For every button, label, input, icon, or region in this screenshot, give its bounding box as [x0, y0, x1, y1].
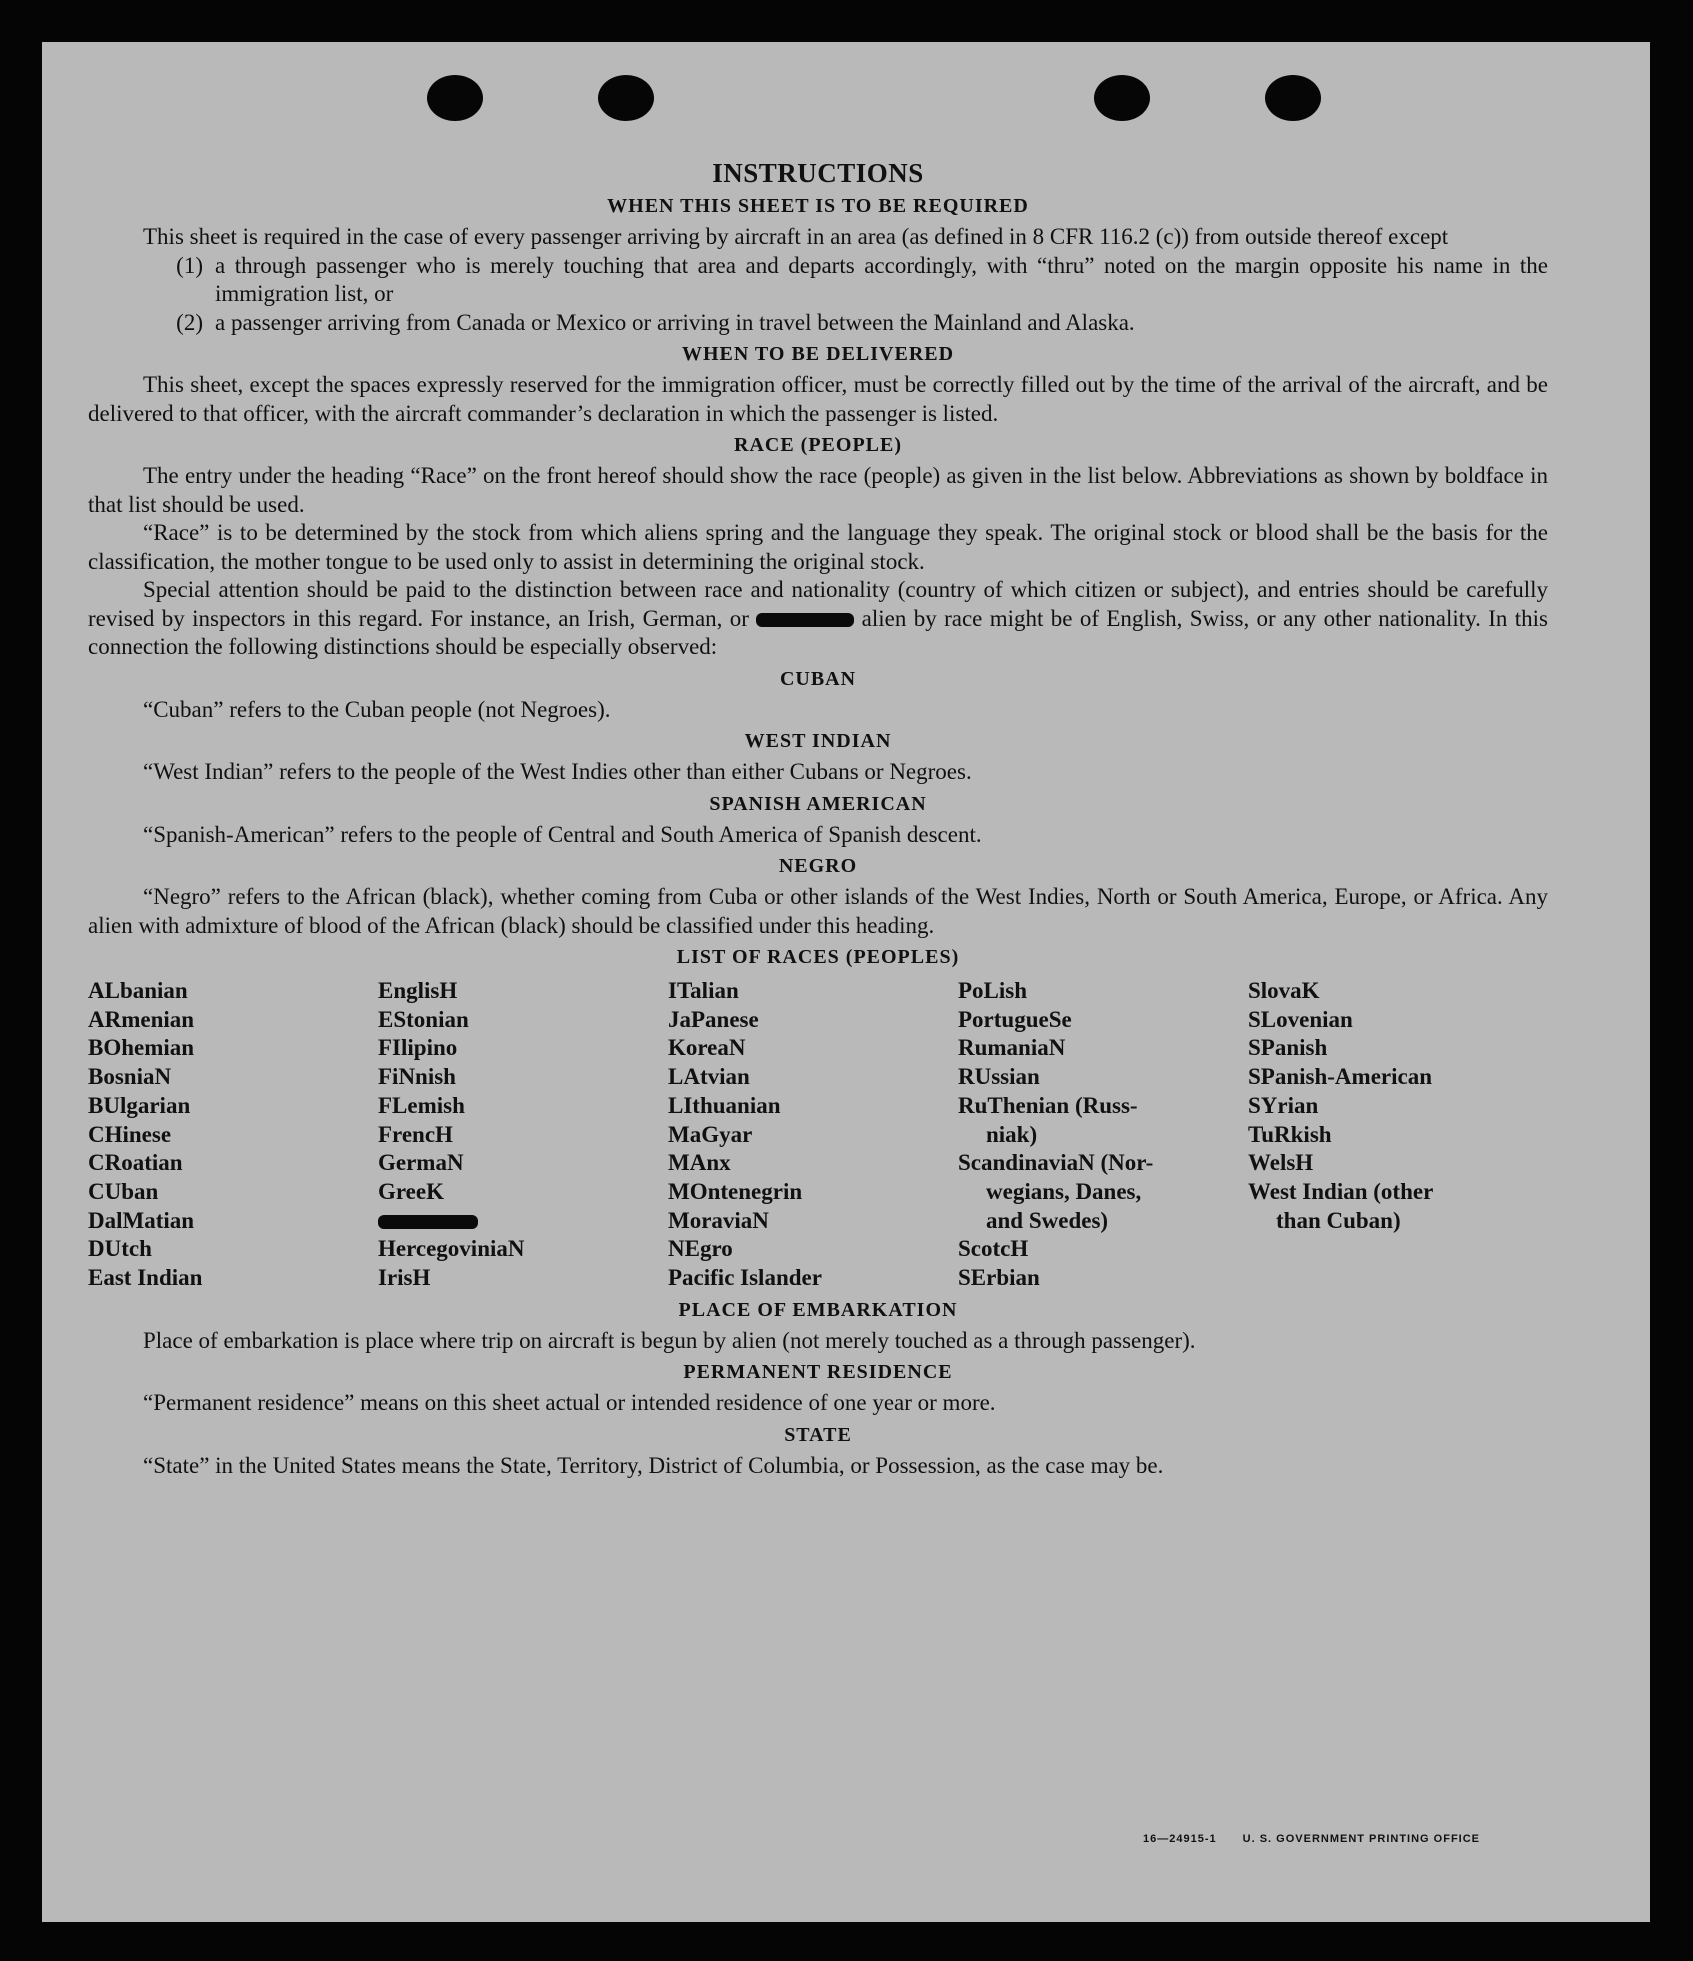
- punch-hole: [427, 75, 483, 121]
- race-column: [668, 977, 958, 1293]
- race-item: CRoatian: [88, 1150, 183, 1176]
- heading-embarkation: PLACE OF EMBARKATION: [678, 1298, 958, 1321]
- race-item: ITalian: [668, 978, 739, 1003]
- race-item: BOhemian: [88, 1035, 195, 1061]
- race-item: FLemish: [378, 1092, 465, 1118]
- race-item: EStonian: [378, 1006, 469, 1032]
- race-item: RumaniaN: [958, 1035, 1066, 1061]
- exception-item: [88, 252, 1548, 309]
- race-paragraph-2: “Race” is to be determined by the stock from which aliens spring and the language they speak. The original stock or blood shall be the basis for the classification, the mother tongue to be used only to assist in determining the original stock.: [88, 520, 1548, 574]
- race-item: MaGyar: [668, 1121, 753, 1147]
- heading-list-of-races: LIST OF RACES (PEOPLES): [676, 946, 960, 968]
- printer-name: U. S. GOVERNMENT PRINTING OFFICE: [1242, 1833, 1480, 1845]
- race-item: LIthuanian: [668, 1092, 781, 1118]
- instructions-body: [88, 158, 1548, 1480]
- race-item: West Indian (other: [1248, 1178, 1434, 1204]
- residence-text: “Permanent residence” means on this sheet actual or intended residence of one year or more.: [143, 1390, 996, 1416]
- race-item: GreeK: [378, 1178, 444, 1204]
- race-item: Pacific Islander: [668, 1265, 822, 1291]
- race-item: BUlgarian: [88, 1092, 191, 1118]
- heading-permanent-residence: PERMANENT RESIDENCE: [683, 1361, 953, 1384]
- race-paragraph-1: The entry under the heading “Race” on the front hereof should show the race (people) as given in the list below. Abbreviations as shown by boldface in that list should be used.: [88, 463, 1548, 517]
- form-number: 16—24915-1: [1143, 1833, 1217, 1845]
- page-title: INSTRUCTIONS: [712, 158, 924, 188]
- race-column: [88, 977, 378, 1293]
- race-item: FIlipino: [378, 1035, 458, 1061]
- race-paragraph-3: [88, 576, 1548, 662]
- exception-text: a through passenger who is merely touching that area and departs accordingly, with “thru” noted on the margin opposite his name in the immigration list, or: [215, 252, 1548, 306]
- when-required-intro: This sheet is required in the case of every passenger arriving by aircraft in an area (as defined in 8 CFR 116.2 (c)) from outside thereof except: [143, 224, 1449, 249]
- race-item: and Swedes): [986, 1207, 1109, 1233]
- race-item: FiNnish: [378, 1064, 456, 1090]
- exception-number: (2): [176, 309, 203, 335]
- list-of-races: [88, 977, 1548, 1293]
- cuban-text: “Cuban” refers to the Cuban people (not Negroes).: [143, 696, 611, 722]
- race-item: MoraviaN: [668, 1207, 769, 1233]
- race-item: ScandinaviaN (Nor-: [958, 1150, 1154, 1176]
- race-item: SErbian: [958, 1265, 1040, 1291]
- exception-item: [88, 309, 1548, 338]
- race-item: NEgro: [668, 1236, 733, 1262]
- race-item: MOntenegrin: [668, 1178, 803, 1204]
- race-item: than Cuban): [1276, 1207, 1401, 1233]
- exception-text: a passenger arriving from Canada or Mexico or arriving in travel between the Mainland and Alaska.: [215, 309, 1135, 335]
- race-item: PortugueSe: [958, 1006, 1072, 1032]
- heading-spanish-american: SPANISH AMERICAN: [709, 792, 927, 815]
- race-item: DalMatian: [88, 1207, 195, 1233]
- race-paragraph-3-start: Special attention should be paid to the distinction between race and nationality (country of which citizen or subject), and entries should be carefully revised by inspectors in this regard. For instance, an Irish, German, or: [88, 577, 1548, 631]
- west-indian-text: “West Indian” refers to the people of the West Indies other than either Cubans or Negroes.: [143, 759, 972, 784]
- race-item: East Indian: [88, 1265, 203, 1291]
- race-item: EnglisH: [378, 978, 458, 1003]
- race-item: SlovaK: [1248, 978, 1320, 1003]
- redaction-mark: [378, 1215, 478, 1229]
- race-item: FrencH: [378, 1121, 453, 1147]
- race-item-redacted: [378, 1207, 668, 1236]
- race-item: SPanish: [1248, 1035, 1328, 1061]
- document-page: [42, 42, 1650, 1922]
- race-item: ALbanian: [88, 978, 188, 1003]
- negro-text: “Negro” refers to the African (black), whether coming from Cuba or other islands of the West Indies, North or South America, Europe, or Africa. Any alien with admixture of blood of the African (black) should be classified under this heading.: [88, 884, 1548, 938]
- race-item: DUtch: [88, 1236, 152, 1262]
- race-column: [958, 977, 1248, 1293]
- heading-race: RACE (PEOPLE): [734, 434, 902, 456]
- heading-when-delivered: WHEN TO BE DELIVERED: [681, 343, 955, 365]
- race-item: IrisH: [378, 1265, 431, 1291]
- race-item: HercegoviniaN: [378, 1236, 525, 1262]
- race-item: TuRkish: [1248, 1121, 1332, 1147]
- race-paragraph-3-end: alien by race might be of English, Swiss, or any other nationality. In this connection the following distinctions should be especially observed:: [88, 605, 1549, 659]
- race-item: JaPanese: [668, 1006, 759, 1032]
- punch-hole: [598, 75, 654, 121]
- race-item: wegians, Danes,: [986, 1178, 1142, 1204]
- race-item: KoreaN: [668, 1035, 746, 1061]
- race-item: SYrian: [1248, 1092, 1319, 1118]
- race-item: LAtvian: [668, 1064, 750, 1090]
- footer-print-code: [1143, 1833, 1480, 1845]
- race-column: [1248, 977, 1538, 1293]
- race-item: WelsH: [1248, 1150, 1314, 1176]
- race-item: RuThenian (Russ-: [958, 1092, 1138, 1118]
- spanish-american-text: “Spanish-American” refers to the people of Central and South America of Spanish descent.: [143, 821, 982, 847]
- heading-cuban: CUBAN: [779, 667, 857, 690]
- race-item: CHinese: [88, 1121, 172, 1147]
- embarkation-text: Place of embarkation is place where trip on aircraft is begun by alien (not merely touched as a through passenger).: [143, 1327, 1196, 1353]
- when-delivered-text: This sheet, except the spaces expressly reserved for the immigration officer, must be correctly filled out by the time of the arrival of the aircraft, and be delivered to that officer, with the aircraft commander’s declaration in which the passenger is listed.: [88, 372, 1548, 426]
- race-item: SPanish-American: [1248, 1064, 1432, 1090]
- race-item: RUssian: [958, 1064, 1040, 1090]
- heading-state: STATE: [784, 1423, 852, 1446]
- punch-hole: [1265, 75, 1321, 121]
- race-item: PoLish: [958, 978, 1028, 1003]
- race-item: niak): [986, 1121, 1038, 1147]
- race-item: SLovenian: [1248, 1006, 1353, 1032]
- state-text: “State” in the United States means the State, Territory, District of Columbia, or Possession, as the case may be.: [143, 1452, 1164, 1478]
- race-item: CUban: [88, 1178, 159, 1204]
- race-item: BosniaN: [88, 1064, 172, 1090]
- race-column: [378, 977, 668, 1293]
- heading-west-indian: WEST INDIAN: [744, 730, 892, 752]
- race-item: ScotcH: [958, 1236, 1029, 1262]
- punch-hole: [1094, 75, 1150, 121]
- exception-number: (1): [176, 252, 203, 278]
- race-item: MAnx: [668, 1150, 731, 1176]
- race-item: GermaN: [378, 1150, 464, 1176]
- heading-when-required: WHEN THIS SHEET IS TO BE REQUIRED: [607, 195, 1029, 217]
- redaction-mark: [756, 613, 854, 627]
- heading-negro: NEGRO: [778, 855, 858, 877]
- race-item: ARmenian: [88, 1006, 195, 1032]
